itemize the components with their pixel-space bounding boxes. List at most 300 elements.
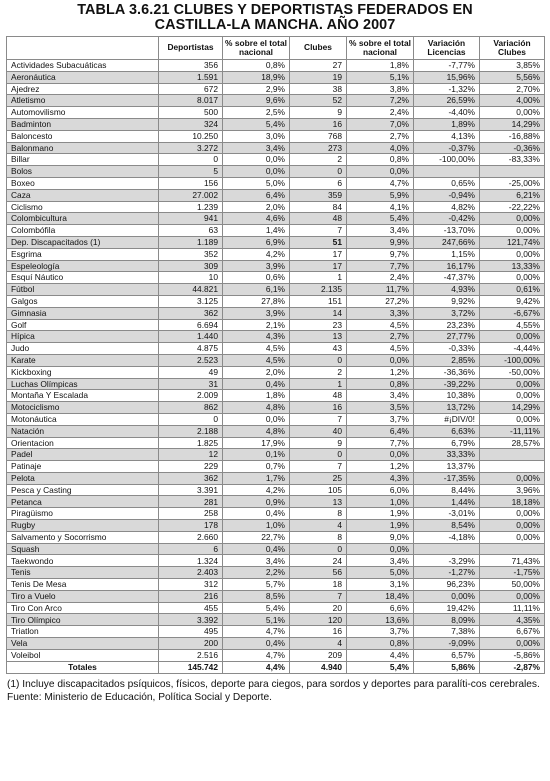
table-row [7,449,545,461]
table-row [7,472,545,484]
cell-sport-name: Orientacion [7,437,159,449]
footnote: (1) Incluye discapacitados psíquicos, físicos, deporte para ciegos, para sordos y deportes para paralíti-cos cerebrales. [7,678,540,690]
cell-variacion-licencias: -3,01% [414,508,480,520]
cell-variacion-licencias: -0,33% [414,343,480,355]
cell-variacion-clubes: 9,42% [480,295,545,307]
table-row [7,71,545,83]
cell-deportistas: 352 [159,248,223,260]
cell-pct-deportistas: 4,8% [223,425,290,437]
cell-clubes: 9 [290,437,347,449]
cell-sport-name: Galgos [7,295,159,307]
table-row [7,508,545,520]
cell-clubes: 13 [290,331,347,343]
table-row [7,638,545,650]
cell-variacion-clubes: 0,00% [480,638,545,650]
totals-pct-clubes: 5,4% [347,661,414,673]
cell-pct-clubes: 3,4% [347,225,414,237]
cell-variacion-clubes: 0,00% [480,413,545,425]
cell-variacion-clubes: 0,00% [480,213,545,225]
cell-variacion-licencias: -4,18% [414,531,480,543]
cell-variacion-licencias [414,166,480,178]
cell-sport-name: Motociclismo [7,402,159,414]
cell-pct-deportistas: 2,5% [223,107,290,119]
cell-deportistas: 216 [159,590,223,602]
table-row [7,378,545,390]
cell-deportistas: 4.875 [159,343,223,355]
cell-pct-clubes: 9,9% [347,236,414,248]
cell-variacion-licencias: 3,72% [414,307,480,319]
cell-variacion-clubes: 0,00% [480,520,545,532]
cell-variacion-clubes: 0,00% [480,508,545,520]
cell-clubes: 1 [290,272,347,284]
cell-variacion-licencias: 15,96% [414,71,480,83]
cell-sport-name: Rugby [7,520,159,532]
cell-sport-name: Badminton [7,118,159,130]
cell-pct-clubes: 13,6% [347,614,414,626]
cell-sport-name: Voleibol [7,649,159,661]
cell-variacion-licencias: -0,37% [414,142,480,154]
table-row [7,590,545,602]
cell-pct-clubes: 4,4% [347,649,414,661]
table-row [7,354,545,366]
cell-clubes: 17 [290,260,347,272]
table-row [7,484,545,496]
cell-pct-deportistas: 0,4% [223,378,290,390]
cell-deportistas: 6.694 [159,319,223,331]
cell-pct-deportistas: 17,9% [223,437,290,449]
cell-deportistas: 10 [159,272,223,284]
cell-clubes: 48 [290,213,347,225]
cell-pct-clubes: 3,3% [347,307,414,319]
cell-variacion-clubes: -16,88% [480,130,545,142]
cell-deportistas: 0 [159,154,223,166]
cell-deportistas: 8.017 [159,95,223,107]
cell-deportistas: 1.189 [159,236,223,248]
cell-clubes: 16 [290,118,347,130]
cell-sport-name: Kickboxing [7,366,159,378]
cell-pct-deportistas: 0,6% [223,272,290,284]
cell-pct-clubes: 7,7% [347,437,414,449]
cell-pct-deportistas: 2,9% [223,83,290,95]
cell-clubes: 0 [290,354,347,366]
cell-deportistas: 2.009 [159,390,223,402]
cell-pct-clubes: 9,0% [347,531,414,543]
table-row [7,284,545,296]
cell-variacion-clubes: 4,35% [480,614,545,626]
cell-deportistas: 178 [159,520,223,532]
cell-deportistas: 1.324 [159,555,223,567]
cell-variacion-licencias: 26,59% [414,95,480,107]
table-body [7,60,545,662]
cell-sport-name: Colombicultura [7,213,159,225]
header-row [7,37,545,60]
cell-clubes: 18 [290,579,347,591]
cell-pct-clubes: 3,5% [347,402,414,414]
totals-variacion-licencias: 5,86% [414,661,480,673]
table-row [7,189,545,201]
totals-clubes: 4.940 [290,661,347,673]
cell-variacion-licencias: 6,79% [414,437,480,449]
cell-variacion-licencias: #¡DIV/0! [414,413,480,425]
cell-variacion-licencias: -3,29% [414,555,480,567]
cell-deportistas: 3.125 [159,295,223,307]
cell-variacion-clubes: 5,56% [480,71,545,83]
cell-variacion-licencias: 8,09% [414,614,480,626]
cell-deportistas: 31 [159,378,223,390]
cell-variacion-licencias: -9,09% [414,638,480,650]
table-row [7,130,545,142]
title-line-2: CASTILLA-LA MANCHA. AÑO 2007 [154,17,396,33]
cell-clubes: 19 [290,71,347,83]
cell-pct-deportistas: 2,2% [223,567,290,579]
cell-sport-name: Salvamento y Socorrismo [7,531,159,543]
cell-deportistas: 2.660 [159,531,223,543]
cell-pct-deportistas: 0,4% [223,508,290,520]
cell-pct-clubes: 2,7% [347,331,414,343]
cell-pct-clubes: 7,2% [347,95,414,107]
cell-pct-clubes: 4,5% [347,343,414,355]
cell-sport-name: Baloncesto [7,130,159,142]
table-row [7,413,545,425]
cell-clubes: 7 [290,413,347,425]
cell-sport-name: Tiro Olímpico [7,614,159,626]
cell-sport-name: Billar [7,154,159,166]
cell-deportistas: 0 [159,413,223,425]
table-title [6,3,544,33]
cell-variacion-licencias: 4,82% [414,201,480,213]
cell-pct-deportistas: 6,9% [223,236,290,248]
cell-sport-name: Padel [7,449,159,461]
cell-sport-name: Tiro Con Arco [7,602,159,614]
cell-pct-clubes: 11,7% [347,284,414,296]
cell-clubes: 16 [290,626,347,638]
source-line: Fuente: Ministerio de Educación, Política Social y Deporte. [7,691,273,703]
cell-sport-name: Vela [7,638,159,650]
cell-deportistas: 200 [159,638,223,650]
cell-clubes: 2.135 [290,284,347,296]
cell-variacion-clubes: -100,00% [480,354,545,366]
cell-pct-clubes: 0,0% [347,543,414,555]
cell-pct-deportistas: 4,2% [223,484,290,496]
cell-clubes: 20 [290,602,347,614]
cell-pct-clubes: 6,0% [347,484,414,496]
cell-clubes: 6 [290,177,347,189]
cell-clubes: 43 [290,343,347,355]
cell-variacion-licencias: 33,33% [414,449,480,461]
cell-pct-deportistas: 1,0% [223,520,290,532]
cell-pct-clubes: 0,8% [347,154,414,166]
cell-deportistas: 5 [159,166,223,178]
table-row [7,402,545,414]
cell-deportistas: 500 [159,107,223,119]
header-clubes: Clubes [290,37,347,60]
cell-variacion-licencias: 0,00% [414,590,480,602]
cell-pct-clubes: 4,7% [347,177,414,189]
cell-sport-name: Dep. Discapacitados (1) [7,236,159,248]
cell-variacion-licencias: 2,85% [414,354,480,366]
cell-pct-deportistas: 0,0% [223,166,290,178]
cell-sport-name: Tenis De Mesa [7,579,159,591]
table-row [7,390,545,402]
table-row [7,201,545,213]
table-row [7,331,545,343]
cell-clubes: 359 [290,189,347,201]
cell-variacion-licencias: 7,38% [414,626,480,638]
cell-variacion-clubes: -50,00% [480,366,545,378]
cell-clubes: 24 [290,555,347,567]
table-row [7,626,545,638]
cell-variacion-licencias: -0,94% [414,189,480,201]
cell-pct-deportistas: 3,0% [223,130,290,142]
cell-deportistas: 258 [159,508,223,520]
cell-sport-name: Colombófila [7,225,159,237]
cell-variacion-clubes: -4,44% [480,343,545,355]
header-pct-deportistas: % sobre el total nacional [223,37,290,60]
cell-deportistas: 2.516 [159,649,223,661]
table-row [7,425,545,437]
cell-variacion-clubes: -11,11% [480,425,545,437]
cell-deportistas: 455 [159,602,223,614]
cell-sport-name: Actividades Subacuáticas [7,60,159,72]
cell-pct-clubes: 7,7% [347,260,414,272]
cell-pct-deportistas: 4,7% [223,649,290,661]
cell-sport-name: Boxeo [7,177,159,189]
cell-variacion-clubes: 3,85% [480,60,545,72]
cell-pct-clubes: 3,1% [347,579,414,591]
cell-variacion-licencias: 10,38% [414,390,480,402]
table-row [7,166,545,178]
table-row [7,319,545,331]
cell-variacion-clubes: 0,00% [480,272,545,284]
cell-pct-deportistas: 4,7% [223,626,290,638]
cell-pct-deportistas: 0,0% [223,154,290,166]
cell-clubes: 48 [290,390,347,402]
cell-pct-deportistas: 5,0% [223,177,290,189]
cell-pct-deportistas: 5,7% [223,579,290,591]
cell-pct-deportistas: 5,4% [223,118,290,130]
header-variacion-clubes: Variación Clubes [480,37,545,60]
cell-sport-name: Golf [7,319,159,331]
cell-clubes: 56 [290,567,347,579]
cell-clubes: 27 [290,60,347,72]
cell-deportistas: 862 [159,402,223,414]
table-row [7,579,545,591]
cell-pct-clubes: 27,2% [347,295,414,307]
cell-pct-deportistas: 2,0% [223,201,290,213]
cell-clubes: 17 [290,248,347,260]
cell-sport-name: Montaña Y Escalada [7,390,159,402]
cell-deportistas: 356 [159,60,223,72]
table-row [7,118,545,130]
cell-pct-deportistas: 2,1% [223,319,290,331]
cell-deportistas: 44.821 [159,284,223,296]
cell-pct-deportistas: 5,4% [223,602,290,614]
table-row [7,520,545,532]
cell-variacion-clubes: 0,00% [480,331,545,343]
cell-sport-name: Natación [7,425,159,437]
cell-clubes: 120 [290,614,347,626]
cell-sport-name: Gimnasia [7,307,159,319]
cell-clubes: 8 [290,508,347,520]
cell-variacion-licencias: -39,22% [414,378,480,390]
cell-clubes: 52 [290,95,347,107]
cell-variacion-clubes: 6,21% [480,189,545,201]
cell-sport-name: Judo [7,343,159,355]
cell-deportistas: 941 [159,213,223,225]
table-row [7,496,545,508]
cell-pct-deportistas: 4,8% [223,402,290,414]
cell-pct-clubes: 6,6% [347,602,414,614]
cell-variacion-clubes: 4,55% [480,319,545,331]
cell-pct-clubes: 5,1% [347,71,414,83]
cell-variacion-clubes: 0,00% [480,225,545,237]
cell-variacion-clubes: -22,22% [480,201,545,213]
cell-clubes: 1 [290,378,347,390]
cell-pct-deportistas: 0,7% [223,461,290,473]
cell-clubes: 768 [290,130,347,142]
cell-variacion-licencias: 1,89% [414,118,480,130]
table-row [7,567,545,579]
cell-variacion-clubes: -25,00% [480,177,545,189]
cell-variacion-clubes: 0,00% [480,590,545,602]
cell-pct-clubes: 9,7% [347,248,414,260]
cell-pct-clubes: 4,0% [347,142,414,154]
cell-pct-clubes: 4,5% [347,319,414,331]
cell-pct-clubes: 3,8% [347,83,414,95]
cell-deportistas: 229 [159,461,223,473]
cell-deportistas: 2.403 [159,567,223,579]
table-row [7,614,545,626]
cell-variacion-licencias: 9,92% [414,295,480,307]
cell-variacion-licencias: -36,36% [414,366,480,378]
cell-clubes: 0 [290,449,347,461]
cell-variacion-clubes: 0,00% [480,378,545,390]
table-row [7,366,545,378]
cell-pct-clubes: 2,4% [347,107,414,119]
cell-variacion-clubes: -0,36% [480,142,545,154]
cell-clubes: 209 [290,649,347,661]
totals-deportistas: 145.742 [159,661,223,673]
cell-variacion-licencias: 96,23% [414,579,480,591]
cell-clubes: 9 [290,107,347,119]
table-row [7,343,545,355]
cell-variacion-licencias: 0,65% [414,177,480,189]
cell-variacion-clubes: -6,67% [480,307,545,319]
cell-variacion-clubes: 121,74% [480,236,545,248]
cell-pct-clubes: 5,4% [347,213,414,225]
cell-variacion-licencias: 1,15% [414,248,480,260]
cell-variacion-licencias: 1,44% [414,496,480,508]
table-row [7,248,545,260]
cell-sport-name: Espeleología [7,260,159,272]
totals-variacion-clubes: -2,87% [480,661,545,673]
cell-deportistas: 27.002 [159,189,223,201]
cell-deportistas: 324 [159,118,223,130]
cell-pct-deportistas: 3,9% [223,307,290,319]
cell-sport-name: Triatlon [7,626,159,638]
cell-clubes: 51 [290,236,347,248]
cell-pct-deportistas: 0,0% [223,413,290,425]
cell-pct-clubes: 0,8% [347,378,414,390]
cell-deportistas: 1.239 [159,201,223,213]
cell-clubes: 2 [290,366,347,378]
cell-deportistas: 312 [159,579,223,591]
cell-deportistas: 672 [159,83,223,95]
cell-variacion-clubes: 14,29% [480,118,545,130]
cell-variacion-licencias: -1,27% [414,567,480,579]
table-row [7,543,545,555]
cell-clubes: 84 [290,201,347,213]
table-row [7,602,545,614]
cell-pct-deportistas: 6,1% [223,284,290,296]
cell-sport-name: Balonmano [7,142,159,154]
cell-variacion-licencias: -13,70% [414,225,480,237]
cell-deportistas: 6 [159,543,223,555]
cell-pct-deportistas: 5,1% [223,614,290,626]
cell-pct-clubes: 6,4% [347,425,414,437]
cell-pct-clubes: 2,4% [347,272,414,284]
cell-pct-deportistas: 0,8% [223,60,290,72]
cell-deportistas: 1.825 [159,437,223,449]
header-pct-clubes: % sobre el total nacional [347,37,414,60]
cell-variacion-licencias: 6,57% [414,649,480,661]
cell-variacion-clubes [480,461,545,473]
cell-pct-deportistas: 2,0% [223,366,290,378]
cell-sport-name: Ajedrez [7,83,159,95]
title-line-1: TABLA 3.6.21 CLUBES Y DEPORTISTAS FEDERADOS EN [77,2,473,18]
cell-pct-deportistas: 3,4% [223,142,290,154]
cell-deportistas: 495 [159,626,223,638]
cell-sport-name: Ciclismo [7,201,159,213]
cell-sport-name: Atletismo [7,95,159,107]
cell-pct-deportistas: 4,6% [223,213,290,225]
cell-sport-name: Aeronáutica [7,71,159,83]
table-row [7,307,545,319]
cell-variacion-clubes: 0,00% [480,472,545,484]
totals-row [7,661,545,673]
cell-clubes: 25 [290,472,347,484]
cell-pct-deportistas: 0,4% [223,638,290,650]
cell-variacion-clubes: 28,57% [480,437,545,449]
cell-pct-deportistas: 27,8% [223,295,290,307]
cell-pct-clubes: 1,8% [347,60,414,72]
table-row [7,142,545,154]
cell-sport-name: Esquí Náutico [7,272,159,284]
cell-variacion-licencias: 13,37% [414,461,480,473]
table-row [7,213,545,225]
cell-variacion-clubes: 50,00% [480,579,545,591]
cell-variacion-clubes: 14,29% [480,402,545,414]
cell-clubes: 0 [290,166,347,178]
table-row [7,437,545,449]
cell-sport-name: Hípica [7,331,159,343]
table-row [7,260,545,272]
cell-variacion-clubes: 0,00% [480,390,545,402]
cell-clubes: 40 [290,425,347,437]
cell-sport-name: Taekwondo [7,555,159,567]
cell-pct-clubes: 3,7% [347,626,414,638]
cell-clubes: 7 [290,225,347,237]
cell-variacion-licencias: 8,54% [414,520,480,532]
cell-pct-deportistas: 6,4% [223,189,290,201]
cell-deportistas: 63 [159,225,223,237]
cell-deportistas: 49 [159,366,223,378]
cell-clubes: 105 [290,484,347,496]
cell-sport-name: Automovilismo [7,107,159,119]
cell-sport-name: Piragüismo [7,508,159,520]
cell-deportistas: 1.591 [159,71,223,83]
cell-variacion-licencias: -0,42% [414,213,480,225]
